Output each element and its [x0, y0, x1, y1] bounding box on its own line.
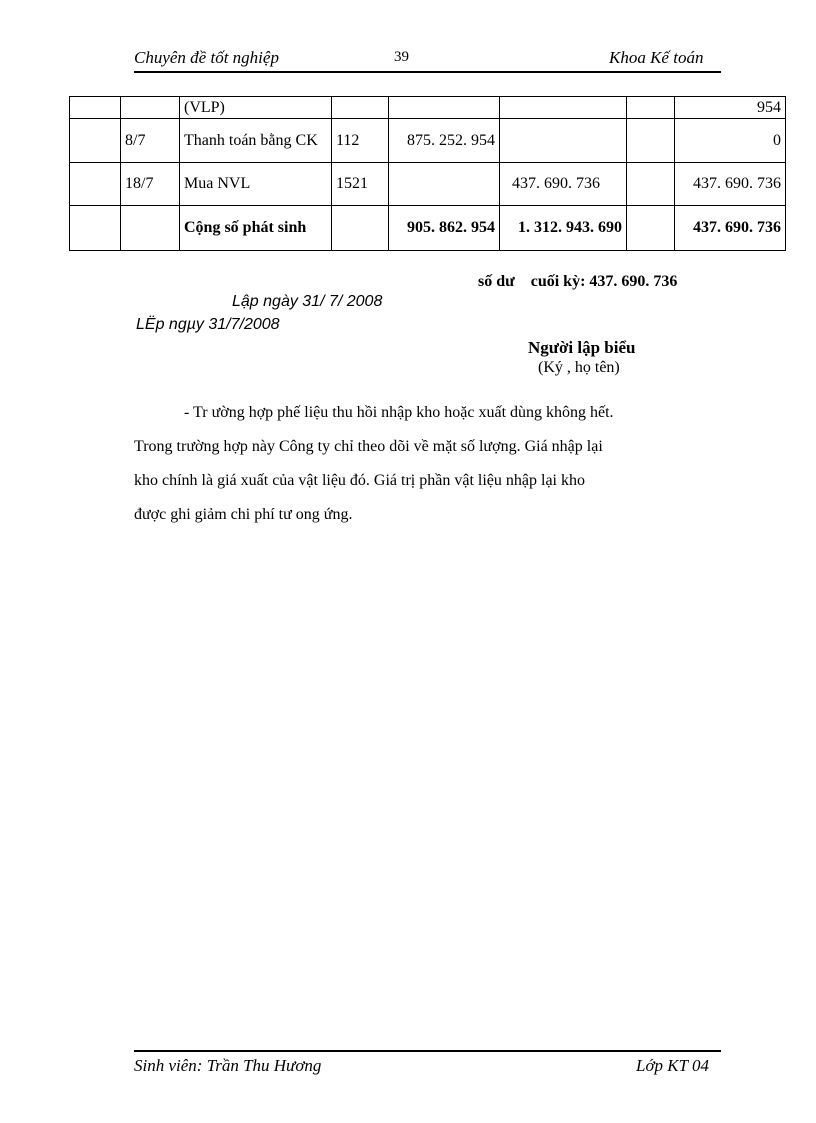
- closing-balance-value: 437. 690. 736: [589, 273, 678, 290]
- cell: [389, 97, 500, 119]
- cell: [627, 119, 675, 163]
- table-row: [70, 206, 786, 251]
- cell: 1. 312. 943. 690: [500, 206, 627, 251]
- cell: [70, 97, 121, 119]
- header-left: Chuyên đề tốt nghiệp: [134, 48, 279, 67]
- header-right: Khoa Kế toán: [609, 48, 704, 67]
- cell: (VLP): [180, 97, 332, 119]
- closing-balance: [478, 273, 677, 291]
- cell: [627, 163, 675, 206]
- ledger-table: [69, 96, 786, 251]
- footer-rule: [134, 1050, 721, 1052]
- cell: [627, 97, 675, 119]
- closing-balance-label: số dư cuối kỳ:: [478, 273, 586, 290]
- cell: 437. 690. 736: [675, 206, 786, 251]
- cell: [627, 206, 675, 251]
- cell: [121, 206, 180, 251]
- header-rule: [134, 71, 721, 73]
- page-number: 39: [394, 49, 409, 65]
- footer-left: Sinh viên: Trần Thu Hương: [134, 1056, 322, 1075]
- signature-note: (Ký , họ tên): [538, 359, 620, 376]
- signature-title: Người lập biểu: [528, 338, 636, 357]
- cell: 437. 690. 736: [675, 163, 786, 206]
- cell: 112: [332, 119, 389, 163]
- paragraph-line: Trong trường hợp này Công ty chỉ theo dõi về mặt số lượng. Giá nhập lại: [134, 438, 603, 455]
- cell: [121, 97, 180, 119]
- cell: 437. 690. 736: [500, 163, 627, 206]
- table-row: [70, 163, 786, 206]
- table-row: [70, 119, 786, 163]
- cell: Cộng số phát sinh: [180, 206, 332, 251]
- footer-right: Lớp KT 04: [636, 1056, 710, 1075]
- cell: 1521: [332, 163, 389, 206]
- cell: 875. 252. 954: [389, 119, 500, 163]
- date-line-garbled: LËp ngµy 31/7/2008: [136, 316, 280, 333]
- table-row: [70, 97, 786, 119]
- date-line: Lập ngày 31/ 7/ 2008: [232, 293, 383, 310]
- cell: Thanh toán bằng CK: [180, 119, 332, 163]
- cell: 8/7: [121, 119, 180, 163]
- cell: [70, 119, 121, 163]
- cell: 0: [675, 119, 786, 163]
- cell: [500, 97, 627, 119]
- paragraph-line: kho chính là giá xuất của vật liệu đó. Giá trị phần vật liệu nhập lại kho: [134, 472, 585, 489]
- cell: 905. 862. 954: [389, 206, 500, 251]
- cell: Mua NVL: [180, 163, 332, 206]
- paragraph-line: - Tr ường hợp phế liệu thu hồi nhập kho hoặc xuất dùng không hết.: [184, 404, 614, 421]
- cell: [70, 163, 121, 206]
- cell: [500, 119, 627, 163]
- cell: [70, 206, 121, 251]
- cell: 18/7: [121, 163, 180, 206]
- cell: [332, 206, 389, 251]
- paragraph-line: được ghi giảm chi phí tư ong ứng.: [134, 506, 353, 523]
- cell: [389, 163, 500, 206]
- cell: 954: [675, 97, 786, 119]
- cell: [332, 97, 389, 119]
